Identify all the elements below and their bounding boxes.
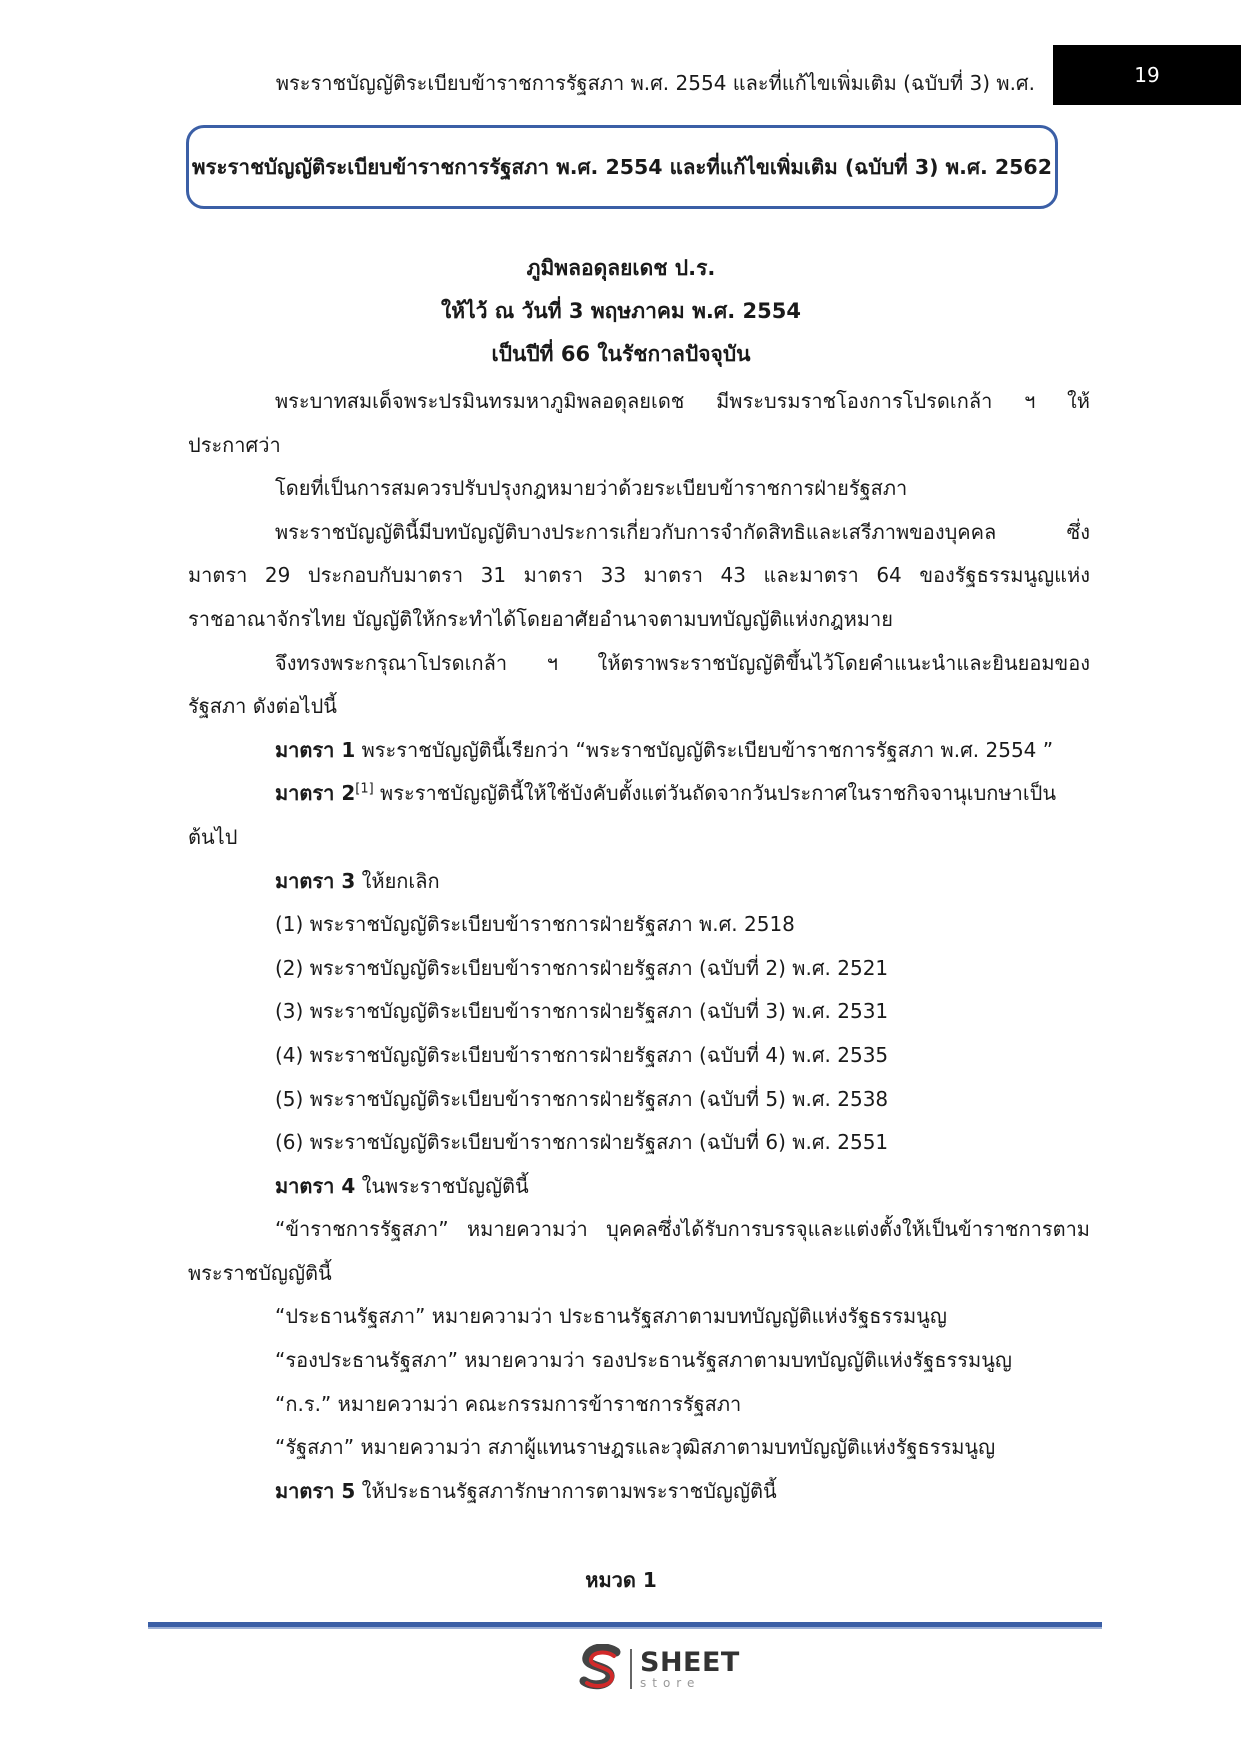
enactment-paragraph-line: รัฐสภา ดังต่อไปนี้	[188, 694, 337, 719]
definition-line: “ข้าราชการรัฐสภา” หมายความว่า บุคคลซึ่งได้รับการบรรจุและแต่งตั้งให้เป็นข้าราชการตาม	[275, 1217, 1090, 1242]
section-label: มาตรา 5	[275, 1478, 356, 1503]
section-text: พระราชบัญญัตินี้เรียกว่า “พระราชบัญญัติระเบียบข้าราชการรัฐสภา พ.ศ. 2554 ”	[355, 737, 1054, 762]
definition-line: พระราชบัญญัตินี้	[188, 1260, 332, 1285]
definition-line: “ก.ร.” หมายความว่า คณะกรรมการข้าราชการรัฐสภา	[275, 1391, 742, 1416]
enactment-paragraph-line: จึงทรงพระกรุณาโปรดเกล้า ฯ ให้ตราพระราชบัญญัติขึ้นไว้โดยคำแนะนำและยินยอมของ	[275, 650, 1090, 675]
rationale-paragraph: โดยที่เป็นการสมควรปรับปรุงกฎหมายว่าด้วยระเบียบข้าราชการฝ่ายรัฐสภา	[275, 476, 908, 501]
running-header-title: พระราชบัญญัติระเบียบข้าราชการรัฐสภา พ.ศ. 2554 และที่แก้ไขเพิ่มเติม (ฉบับที่ 3) พ.ศ.	[275, 71, 1035, 95]
section-text: ให้ประธานรัฐสภารักษาการตามพระราชบัญญัตินี้	[355, 1478, 777, 1503]
repeal-item: (2) พระราชบัญญัติระเบียบข้าราชการฝ่ายรัฐสภา (ฉบับที่ 2) พ.ศ. 2521	[275, 955, 889, 980]
rights-paragraph-line: พระราชบัญญัตินี้มีบทบัญญัติบางประการเกี่ยวกับการจำกัดสิทธิและเสรีภาพของบุคคล ซึ่ง	[275, 519, 1090, 544]
given-date: ให้ไว้ ณ วันที่ 3 พฤษภาคม พ.ศ. 2554	[441, 299, 801, 323]
definition-line: “ประธานรัฐสภา” หมายความว่า ประธานรัฐสภาตามบทบัญญัติแห่งรัฐธรรมนูญ	[275, 1304, 947, 1329]
section-text: ให้ยกเลิก	[355, 868, 440, 893]
sheet-store-logo	[578, 1643, 740, 1695]
preamble-paragraph-line: ประกาศว่า	[188, 432, 281, 457]
section-1	[188, 729, 1090, 773]
section-3	[188, 860, 1090, 904]
section-text: พระราชบัญญัตินี้ให้ใช้บังคับตั้งแต่วันถัดจากวันประกาศในราชกิจจานุเบกษาเป็น	[373, 781, 1057, 806]
royal-signature: ภูมิพลอดุลยเดช ป.ร.	[526, 256, 716, 280]
section-label: มาตรา 2	[275, 781, 356, 806]
act-body	[188, 380, 1090, 1513]
footer-rule	[148, 1622, 1102, 1629]
chapter-heading: หมวด 1	[585, 1568, 657, 1592]
repeal-item: (4) พระราชบัญญัติระเบียบข้าราชการฝ่ายรัฐสภา (ฉบับที่ 4) พ.ศ. 2535	[275, 1042, 889, 1067]
logo-text	[640, 1649, 740, 1689]
repeal-item: (3) พระราชบัญญัติระเบียบข้าราชการฝ่ายรัฐสภา (ฉบับที่ 3) พ.ศ. 2531	[275, 999, 889, 1024]
section-2-continuation: ต้นไป	[188, 824, 238, 849]
section-label: มาตรา 4	[275, 1173, 356, 1198]
repeal-item: (6) พระราชบัญญัติระเบียบข้าราชการฝ่ายรัฐสภา (ฉบับที่ 6) พ.ศ. 2551	[275, 1130, 889, 1155]
definition-line: “รองประธานรัฐสภา” หมายความว่า รองประธานรัฐสภาตามบทบัญญัติแห่งรัฐธรรมนูญ	[275, 1348, 1012, 1373]
logo-subtitle: store	[640, 1676, 701, 1690]
reign-year: เป็นปีที่ 66 ในรัชกาลปัจจุบัน	[491, 342, 751, 366]
section-text: ในพระราชบัญญัตินี้	[355, 1173, 529, 1198]
section-5	[188, 1470, 1090, 1514]
rights-paragraph-line: ราชอาณาจักรไทย บัญญัติให้กระทำได้โดยอาศัยอำนาจตามบทบัญญัติแห่งกฎหมาย	[188, 606, 893, 631]
section-4	[188, 1165, 1090, 1209]
section-label: มาตรา 3	[275, 868, 356, 893]
page-number: 19	[1053, 45, 1241, 105]
logo-separator	[630, 1649, 632, 1689]
footnote-marker[interactable]: [1]	[355, 781, 374, 797]
sheet-store-logo-icon	[578, 1644, 624, 1694]
document-title-box: พระราชบัญญัติระเบียบข้าราชการรัฐสภา พ.ศ. 2554 และที่แก้ไขเพิ่มเติม (ฉบับที่ 3) พ.ศ. 2562	[186, 125, 1058, 209]
preamble-paragraph-line: พระบาทสมเด็จพระปรมินทรมหาภูมิพลอดุลยเดช มีพระบรมราชโองการโปรดเกล้า ฯ ให้	[275, 389, 1090, 413]
definition-line: “รัฐสภา” หมายความว่า สภาผู้แทนราษฎรและวุฒิสภาตามบทบัญญัติแห่งรัฐธรรมนูญ	[275, 1435, 996, 1460]
rights-paragraph-line: มาตรา 29 ประกอบกับมาตรา 31 มาตรา 33 มาตรา 43 และมาตรา 64 ของรัฐธรรมนูญแห่ง	[188, 563, 1090, 588]
repeal-item: (1) พระราชบัญญัติระเบียบข้าราชการฝ่ายรัฐสภา พ.ศ. 2518	[275, 912, 795, 937]
logo-wordmark: SHEET	[640, 1647, 740, 1678]
section-label: มาตรา 1	[275, 737, 356, 762]
section-2	[188, 772, 1090, 816]
repeal-item: (5) พระราชบัญญัติระเบียบข้าราชการฝ่ายรัฐสภา (ฉบับที่ 5) พ.ศ. 2538	[275, 1086, 889, 1111]
